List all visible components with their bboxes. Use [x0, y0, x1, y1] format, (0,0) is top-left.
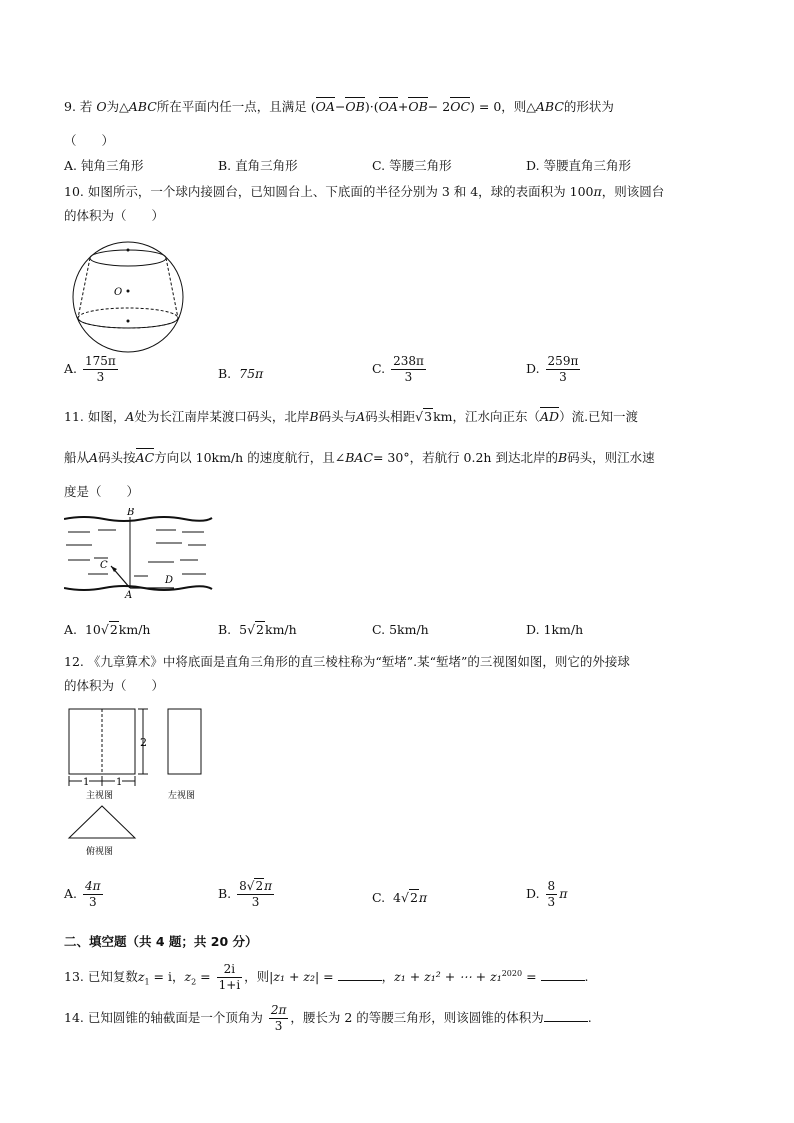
- q11-stem-line3: 度是（ ）: [64, 484, 140, 499]
- label-c: C: [100, 560, 108, 571]
- north-bank: [64, 517, 212, 521]
- q12-option-c[interactable]: C. 4√2π: [372, 890, 428, 905]
- side-view: [168, 709, 201, 774]
- q10-option-c[interactable]: C. $\frac{238\pi}{3}$: [372, 354, 424, 384]
- label-d: D: [165, 575, 174, 586]
- q10-figure-sphere-frustum: [66, 238, 190, 356]
- q11-option-c[interactable]: C. 5km/h: [372, 622, 429, 637]
- q11-option-d[interactable]: D. 1km/h: [526, 622, 584, 637]
- q9-stem: 9. 若 O为△ABC所在平面内任一点，且满足 (OA−OB)·(OA+OB− 2OC) = 0，则△ABC的形状为: [64, 99, 614, 114]
- q12-stem-line1: 12. 《九章算术》中将底面是直角三角形的直三棱柱称为“堑堵”.某“堑堵”的三视图如图，则它的外接球: [64, 654, 630, 669]
- blank-1[interactable]: [338, 968, 382, 981]
- q10-stem-line1: 10. 如图所示，一个球内接圆台，已知圆台上、下底面的半径分别为 3 和 4，球的表面积为 100π，则该圆台: [64, 184, 665, 199]
- q12-stem-line2: 的体积为（ ）: [64, 678, 165, 693]
- blank-3[interactable]: [544, 1009, 588, 1022]
- svg-text:1: 1: [83, 777, 90, 788]
- q12-option-a[interactable]: A. $\frac{4\pi}{3}$: [64, 879, 101, 909]
- section-title: 二、填空题（共 4 题；共 20 分）: [64, 934, 258, 949]
- q9-option-b[interactable]: B. 直角三角形: [218, 158, 298, 173]
- q10-option-b[interactable]: B. 75π: [218, 366, 264, 381]
- q11-option-a[interactable]: A. 10√2km/h: [64, 622, 151, 637]
- q10-option-a[interactable]: A. $\frac{175\pi}{3}$: [64, 354, 116, 384]
- q13-stem: 13. 已知复数$z_1 = i$，$z_2$ = $\frac{2i}{1+i}$ ，则|z₁ + z₂| = ，z₁ + z₁² + ⋯ + z₁$^{2020}$ = .: [64, 962, 589, 992]
- q11-option-b[interactable]: B. 5√2km/h: [218, 622, 297, 637]
- q11-stem-line1: 11. 如图，A处为长江南岸某渡口码头，北岸B码头与A码头相距√3km，江水向正东（AD）流.已知一渡: [64, 409, 639, 424]
- center-label: O: [114, 287, 123, 298]
- top-view: [69, 806, 135, 838]
- q12-option-d[interactable]: D. $\frac{8}{3}$ π: [526, 879, 568, 909]
- q9-option-a[interactable]: A. 钝角三角形: [64, 158, 144, 173]
- q12-figure-three-views: [64, 702, 214, 860]
- svg-text:主视图: 主视图: [86, 791, 114, 801]
- q9-option-d[interactable]: D. 等腰直角三角形: [526, 158, 632, 173]
- svg-text:1: 1: [116, 777, 123, 788]
- q9-paren: （ ）: [64, 133, 115, 148]
- q10-option-d[interactable]: D. $\frac{259\pi}{3}$: [526, 354, 579, 384]
- label-b: B: [127, 508, 135, 518]
- svg-text:俯视图: 俯视图: [86, 847, 114, 857]
- frustum-top: [90, 250, 166, 266]
- q12-option-b[interactable]: B. $\frac{8√2\pi}{3}$: [218, 879, 272, 909]
- label-a: A: [125, 590, 133, 598]
- svg-text:2: 2: [140, 736, 147, 749]
- svg-text:左视图: 左视图: [168, 791, 196, 801]
- q11-figure-river: [64, 508, 214, 598]
- q9-option-c[interactable]: C. 等腰三角形: [372, 158, 452, 173]
- q11-stem-line2: 船从A码头按AC方向以 10km/h 的速度航行，且∠BAC= 30°，若航行 0.2h 到达北岸的B码头，则江水速: [64, 450, 655, 465]
- q9-equation: (OA−OB)·(OA+OB− 2OC) = 0: [310, 99, 502, 114]
- q10-stem-line2: 的体积为（ ）: [64, 208, 165, 223]
- blank-2[interactable]: [541, 968, 585, 981]
- q14-stem: 14. 已知圆锥的轴截面是一个顶角为 $\frac{2\pi}{3}$ ，腰长为 2 的等腰三角形，则该圆锥的体积为 .: [64, 1003, 592, 1033]
